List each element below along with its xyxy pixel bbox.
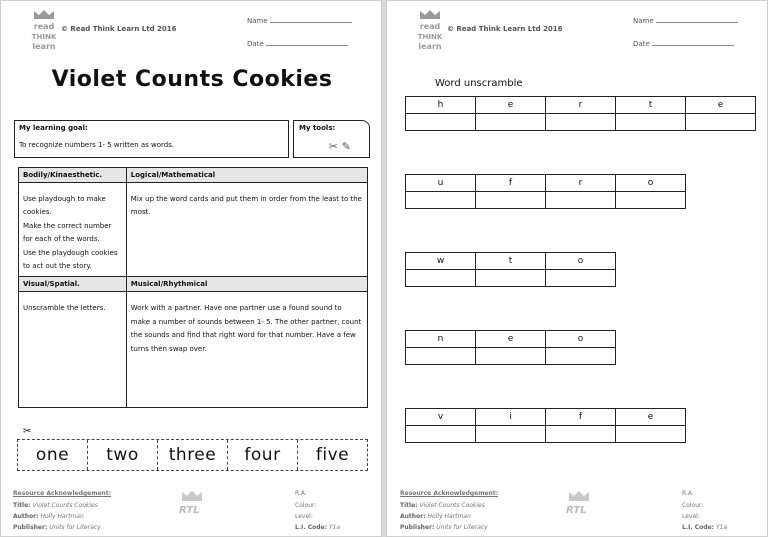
footer-title-row: Title: Violet Counts Cookies bbox=[400, 502, 485, 509]
logical-text: Mix up the word cards and put them in order from the least to the most. bbox=[130, 195, 362, 217]
footer-author-row: Author: Holly Hartman bbox=[13, 513, 84, 520]
scramble-letter: f bbox=[476, 175, 546, 192]
scramble-letter: o bbox=[546, 331, 616, 348]
answer-cell[interactable] bbox=[476, 270, 546, 287]
bodily-line-2: Make the correct number for each of the words. bbox=[23, 221, 112, 244]
bodily-heading: Bodily/Kinaesthetic. bbox=[19, 168, 127, 183]
word-unscramble-title: Word unscramble bbox=[435, 78, 523, 89]
footer-li-code-row: L.I. Code: Y1a bbox=[682, 524, 728, 531]
visual-body bbox=[19, 292, 127, 408]
name-field[interactable] bbox=[247, 16, 352, 25]
answer-cell[interactable] bbox=[546, 114, 616, 131]
footer-publisher-row: Publisher: Units for Literacy bbox=[13, 524, 101, 531]
word-card[interactable]: four bbox=[228, 440, 298, 470]
footer-level: Level: bbox=[295, 513, 313, 520]
bodily-line-3: Use the playdough cookies to act out the story. bbox=[23, 248, 118, 271]
name-line bbox=[270, 16, 352, 23]
footer-colour: Colour: bbox=[682, 502, 704, 509]
musical-heading: Musical/Rhythmical bbox=[126, 277, 367, 292]
my-tools-label: My tools: bbox=[299, 124, 336, 132]
resource-ack-heading: Resource Acknowledgement: bbox=[400, 490, 499, 497]
worksheet-page-left bbox=[0, 0, 382, 537]
copyright-text: © Read Think Learn Ltd 2016 bbox=[61, 25, 177, 33]
scramble-letter: e bbox=[686, 97, 756, 114]
scramble-table bbox=[405, 252, 616, 287]
pencil-icon: ✎ bbox=[341, 140, 351, 153]
footer-li-code-row: L.I. Code: Y1a bbox=[295, 524, 341, 531]
answer-cell[interactable] bbox=[476, 114, 546, 131]
scramble-letter: e bbox=[476, 331, 546, 348]
name-label: Name bbox=[633, 17, 654, 25]
word-card[interactable]: five bbox=[315, 445, 350, 465]
footer-ra: R.A: bbox=[295, 490, 307, 497]
page-title: Violet Counts Cookies bbox=[51, 67, 333, 92]
visual-heading: Visual/Spatial. bbox=[19, 277, 127, 292]
answer-cell[interactable] bbox=[546, 348, 616, 365]
answer-cell[interactable] bbox=[406, 348, 476, 365]
answer-cell[interactable] bbox=[476, 192, 546, 209]
learning-goal-label: My learning goal: bbox=[19, 124, 88, 132]
logo-word-2: THINK bbox=[417, 33, 443, 41]
scramble-letter: e bbox=[476, 97, 546, 114]
logical-body bbox=[126, 183, 367, 277]
word-card[interactable]: three bbox=[158, 440, 228, 470]
date-label: Date bbox=[247, 40, 264, 48]
my-tools-box bbox=[293, 120, 370, 158]
footer-author-row: Author: Holly Hartman bbox=[400, 513, 471, 520]
date-line bbox=[652, 39, 734, 46]
scramble-letter: e bbox=[616, 409, 686, 426]
read-think-learn-logo bbox=[31, 9, 57, 53]
learning-goal-box bbox=[14, 120, 289, 158]
answer-cell[interactable] bbox=[686, 114, 756, 131]
footer-level: Level: bbox=[682, 513, 700, 520]
resource-ack-heading: Resource Acknowledgement: bbox=[13, 490, 112, 497]
visual-text: Unscramble the letters. bbox=[23, 304, 106, 313]
rtl-logo: RTL bbox=[566, 505, 587, 516]
scramble-letter: i bbox=[476, 409, 546, 426]
copyright-text: © Read Think Learn Ltd 2016 bbox=[447, 25, 563, 33]
scramble-letter: t bbox=[616, 97, 686, 114]
answer-cell[interactable] bbox=[616, 114, 686, 131]
word-card[interactable]: two bbox=[88, 440, 158, 470]
word-card-strip bbox=[17, 439, 368, 471]
musical-text: Work with a partner. Have one partner use a found sound to make a number of sounds between 1- 5. The other partner, count the sounds and find that right word for that number. Have a few turns then swap over. bbox=[130, 304, 362, 353]
logo-word-1: read bbox=[419, 22, 441, 31]
footer-publisher-row: Publisher: Units for Literacy bbox=[400, 524, 488, 531]
logo-word-1: read bbox=[33, 22, 55, 31]
footer-ra: R.A: bbox=[682, 490, 694, 497]
date-label: Date bbox=[633, 40, 650, 48]
answer-cell[interactable] bbox=[476, 426, 546, 443]
scramble-letter: o bbox=[546, 253, 616, 270]
scramble-letter: t bbox=[476, 253, 546, 270]
scramble-letter: r bbox=[546, 97, 616, 114]
answer-cell[interactable] bbox=[616, 192, 686, 209]
footer-title-row: Title: Violet Counts Cookies bbox=[13, 502, 98, 509]
scramble-letter: w bbox=[406, 253, 476, 270]
scramble-letter: n bbox=[406, 331, 476, 348]
rtl-logo: RTL bbox=[179, 505, 200, 516]
bodily-body bbox=[19, 183, 127, 277]
worksheet-page-right bbox=[386, 0, 768, 537]
read-think-learn-logo bbox=[417, 9, 443, 53]
musical-body bbox=[126, 292, 367, 408]
date-line bbox=[266, 39, 348, 46]
answer-cell[interactable] bbox=[546, 426, 616, 443]
scramble-letter: u bbox=[406, 175, 476, 192]
answer-cell[interactable] bbox=[476, 348, 546, 365]
name-field[interactable] bbox=[633, 16, 738, 25]
activity-grid bbox=[18, 167, 368, 408]
logical-heading: Logical/Mathematical bbox=[126, 168, 367, 183]
answer-cell[interactable] bbox=[406, 192, 476, 209]
answer-cell[interactable] bbox=[406, 114, 476, 131]
logo-word-2: THINK bbox=[31, 33, 57, 41]
scramble-table bbox=[405, 96, 756, 131]
answer-cell[interactable] bbox=[546, 270, 616, 287]
cut-scissors-icon: ✂ bbox=[23, 426, 32, 437]
scramble-letter: f bbox=[546, 409, 616, 426]
answer-cell[interactable] bbox=[406, 426, 476, 443]
logo-word-3: learn bbox=[32, 42, 56, 51]
scramble-table bbox=[405, 408, 686, 443]
answer-cell[interactable] bbox=[546, 192, 616, 209]
answer-cell[interactable] bbox=[406, 270, 476, 287]
word-card[interactable]: one bbox=[18, 440, 88, 470]
footer-colour: Colour: bbox=[295, 502, 317, 509]
rtl-crown-icon bbox=[181, 490, 203, 502]
scramble-letter: v bbox=[406, 409, 476, 426]
date-field[interactable] bbox=[633, 39, 734, 48]
scramble-letter: h bbox=[406, 97, 476, 114]
answer-cell[interactable] bbox=[616, 426, 686, 443]
scramble-letter: o bbox=[616, 175, 686, 192]
scramble-table bbox=[405, 174, 686, 209]
rtl-crown-icon bbox=[568, 490, 590, 502]
logo-word-3: learn bbox=[418, 42, 442, 51]
name-line bbox=[656, 16, 738, 23]
scramble-letter: r bbox=[546, 175, 616, 192]
date-field[interactable] bbox=[247, 39, 348, 48]
scramble-table bbox=[405, 330, 616, 365]
bodily-line-1: Use playdough to make cookies. bbox=[23, 195, 106, 217]
scissors-icon: ✂ bbox=[328, 140, 338, 153]
learning-goal-text: To recognize numbers 1- 5 written as words. bbox=[19, 141, 175, 149]
name-label: Name bbox=[247, 17, 268, 25]
